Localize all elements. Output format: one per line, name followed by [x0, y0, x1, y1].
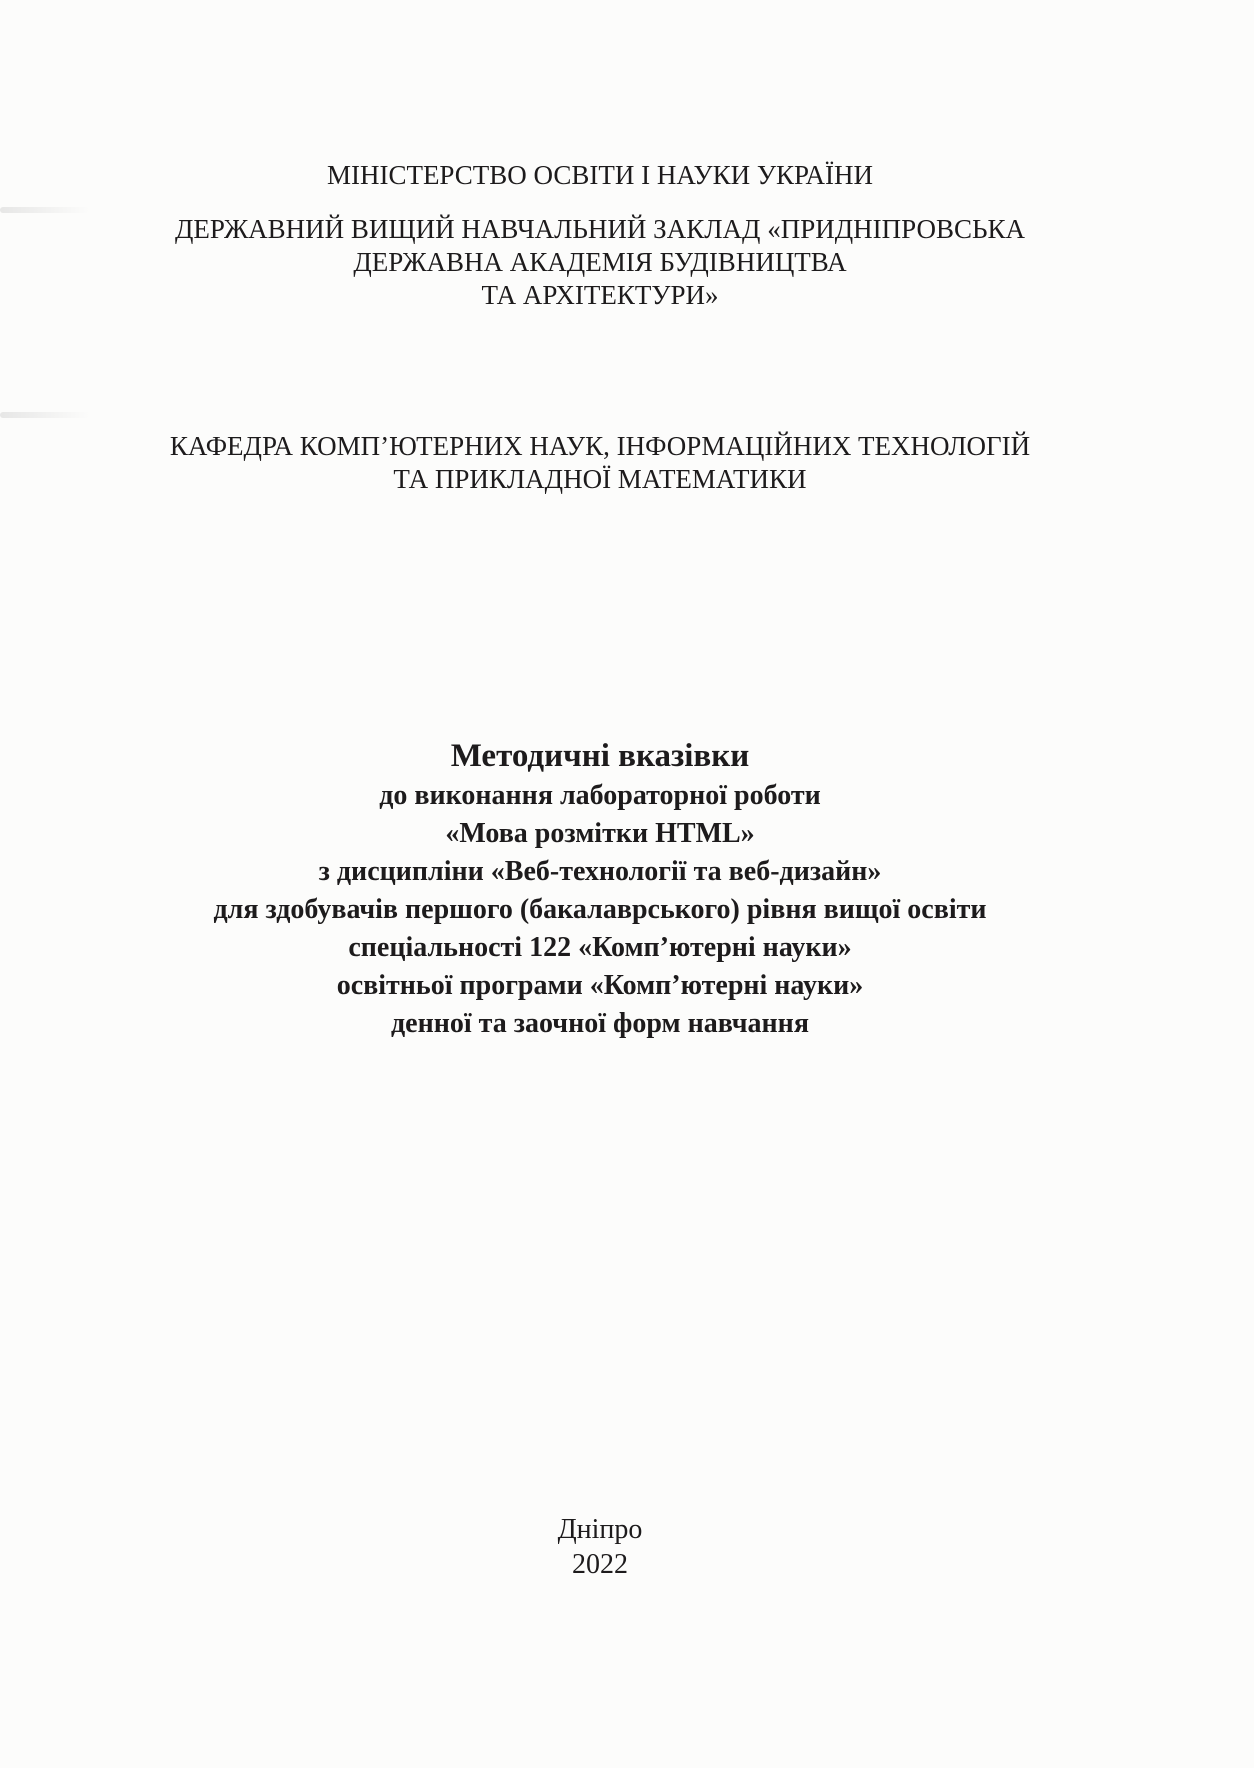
department-name-line-1: КАФЕДРА КОМП’ЮТЕРНИХ НАУК, ІНФОРМАЦІЙНИХ ТЕХНОЛОГІЙ [169, 431, 1031, 461]
scan-artifact [0, 207, 90, 213]
title-line-1: до виконання лабораторної роботи [379, 780, 821, 811]
ministry-name: МІНІСТЕРСТВО ОСВІТИ І НАУКИ УКРАЇНИ [326, 160, 874, 190]
scan-artifact [0, 412, 90, 418]
institution-name-line-3: ТА АРХІТЕКТУРИ» [481, 280, 719, 310]
title-line-6: освітньої програми «Комп’ютерні науки» [336, 970, 864, 1001]
title-line-2: «Мова розмітки HTML» [445, 818, 755, 849]
title-line-5: спеціальності 122 «Комп’ютерні науки» [348, 932, 852, 963]
title-line-3: з дисципліни «Веб-технології та веб-дизайн» [318, 856, 882, 887]
institution-name-line-2: ДЕРЖАВНА АКАДЕМІЯ БУДІВНИЦТВА [353, 247, 847, 277]
city: Дніпро [557, 1514, 643, 1545]
title-line-7: денної та заочної форм навчання [391, 1008, 809, 1039]
title-line-4: для здобувачів першого (бакалаврського) рівня вищої освіти [213, 894, 987, 925]
document-title: Методичні вказівки [450, 738, 750, 774]
department-name-line-2: ТА ПРИКЛАДНОЇ МАТЕМАТИКИ [393, 464, 807, 494]
year: 2022 [572, 1549, 628, 1580]
institution-name-line-1: ДЕРЖАВНИЙ ВИЩИЙ НАВЧАЛЬНИЙ ЗАКЛАД «ПРИДНІПРОВСЬКА [175, 214, 1025, 244]
